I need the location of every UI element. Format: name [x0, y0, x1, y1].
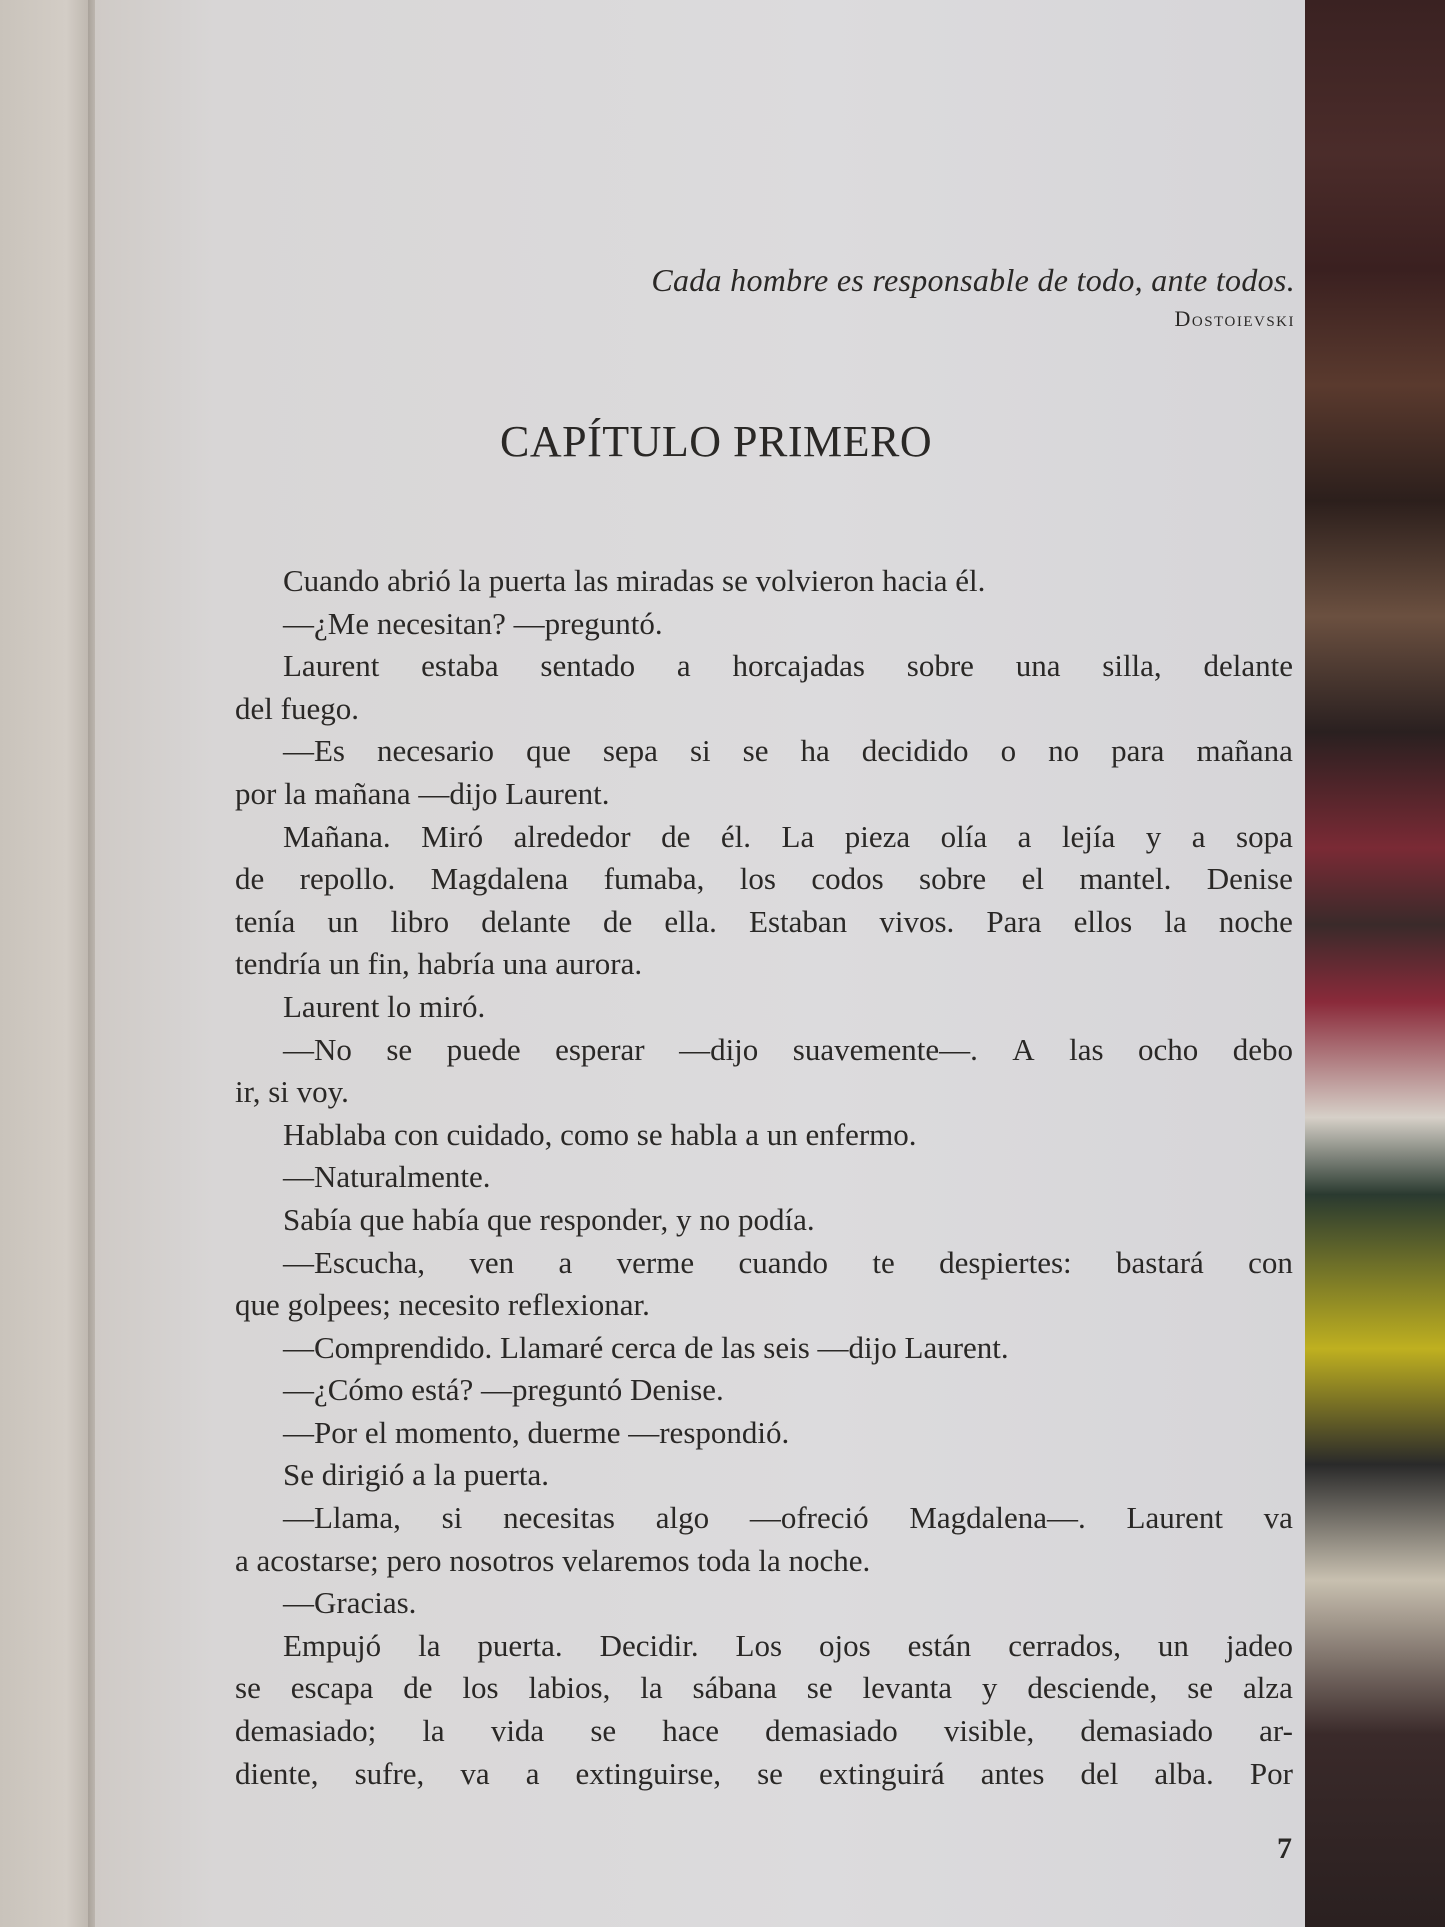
- word: el: [1021, 861, 1044, 897]
- word: alba.: [1154, 1755, 1214, 1791]
- word: se: [386, 1031, 413, 1067]
- word: y: [1145, 818, 1162, 854]
- text-line: [235, 943, 1293, 986]
- text-line: [235, 773, 1293, 816]
- word: puede: [446, 1031, 521, 1067]
- word: la: [640, 1670, 663, 1706]
- word: silla,: [1102, 648, 1162, 684]
- word: de: [235, 861, 265, 897]
- word: demasiado: [1080, 1713, 1213, 1749]
- word: ojos: [818, 1627, 871, 1663]
- text-line: [235, 986, 1293, 1029]
- word: necesario: [377, 733, 495, 769]
- line-text: ir, si voy.: [235, 1074, 349, 1110]
- word: mantel.: [1079, 861, 1172, 897]
- word: los: [739, 861, 776, 897]
- word: se: [757, 1755, 783, 1791]
- word: Miró: [421, 818, 484, 854]
- word: Por: [1249, 1755, 1293, 1791]
- text-line: [235, 1029, 1293, 1072]
- word: desciende,: [1027, 1670, 1158, 1706]
- word: se: [742, 733, 769, 769]
- word: olía: [940, 818, 988, 854]
- text-line: [235, 1625, 1293, 1668]
- word: una: [1015, 648, 1061, 684]
- line-text: Cuando abrió la puerta las miradas se volvieron hacia él.: [283, 563, 986, 598]
- epigraph-quote: Cada hombre es responsable de todo, ante todos.: [651, 262, 1295, 298]
- word: decidido: [861, 733, 969, 769]
- word: la: [422, 1713, 445, 1749]
- word: libro: [390, 903, 450, 939]
- text-line: [235, 858, 1293, 901]
- line-text: Sabía que había que responder, y no podía.: [283, 1201, 815, 1237]
- word: Estaban: [749, 903, 848, 939]
- word: fumaba,: [603, 861, 705, 897]
- word: no: [1048, 733, 1080, 769]
- word: Los: [735, 1627, 783, 1663]
- word: él.: [720, 818, 752, 854]
- text-line: [235, 560, 1293, 603]
- text-line: [235, 1710, 1293, 1753]
- line-text: —Gracias.: [283, 1585, 417, 1621]
- text-line: [235, 1369, 1293, 1412]
- word: lejía: [1061, 818, 1116, 854]
- word: a: [558, 1244, 573, 1280]
- text-line: [235, 1582, 1293, 1625]
- word: La: [781, 818, 815, 854]
- word: Mañana.: [283, 818, 391, 854]
- word: a: [676, 648, 691, 684]
- word: tenía: [235, 903, 296, 939]
- word: sobre: [906, 648, 974, 684]
- word: se: [806, 1670, 833, 1706]
- text-line: [235, 1497, 1293, 1540]
- word: alza: [1242, 1670, 1293, 1706]
- text-line: [235, 1327, 1293, 1370]
- word: ar-: [1259, 1713, 1293, 1749]
- word: hace: [662, 1713, 720, 1749]
- word: noche: [1218, 903, 1293, 939]
- word: vida: [490, 1713, 545, 1749]
- word: y: [981, 1670, 998, 1706]
- text-line: [235, 1454, 1293, 1497]
- word: ocho: [1138, 1031, 1199, 1067]
- text-line: [235, 1114, 1293, 1157]
- word: para: [1111, 733, 1165, 769]
- page-number: 7: [1277, 1832, 1292, 1865]
- text-line: [235, 1412, 1293, 1455]
- line-text: del fuego.: [235, 690, 359, 726]
- text-line: [235, 1540, 1293, 1583]
- word: algo: [655, 1500, 710, 1536]
- word: ellos: [1073, 903, 1133, 939]
- word: si: [441, 1500, 463, 1536]
- word: ha: [800, 733, 830, 769]
- word: puerta.: [477, 1627, 563, 1663]
- word: suavemente—.: [792, 1031, 978, 1067]
- word: sopa: [1236, 818, 1293, 854]
- text-line: [235, 1242, 1293, 1285]
- word: Denise: [1206, 861, 1293, 897]
- word: delante: [481, 903, 571, 939]
- chapter-title: CAPÍTULO PRIMERO: [500, 417, 933, 466]
- word: necesitas: [503, 1500, 615, 1536]
- line-text: —¿Me necesitan? —preguntó.: [283, 605, 663, 641]
- word: del: [1080, 1755, 1119, 1791]
- word: de: [661, 818, 691, 854]
- line-text: por la mañana —dijo Laurent.: [235, 775, 610, 811]
- word: a: [1017, 818, 1032, 854]
- word: escapa: [290, 1670, 374, 1706]
- word: se: [590, 1713, 617, 1749]
- text-line: [235, 1156, 1293, 1199]
- text-line: [235, 645, 1293, 688]
- word: se: [1187, 1670, 1214, 1706]
- word: —ofreció: [749, 1500, 869, 1536]
- word: sufre,: [354, 1755, 425, 1791]
- word: un: [327, 903, 359, 939]
- word: sentado: [540, 648, 636, 684]
- word: labios,: [528, 1670, 611, 1706]
- word: los: [462, 1670, 499, 1706]
- word: va: [1263, 1500, 1293, 1536]
- word: Laurent: [283, 648, 380, 684]
- background-bookshelf: [1305, 0, 1445, 1927]
- word: demasiado;: [235, 1713, 377, 1749]
- word: delante: [1203, 648, 1293, 684]
- word: —dijo: [679, 1031, 759, 1067]
- text-line: [235, 688, 1293, 731]
- word: si: [689, 733, 711, 769]
- word: repollo.: [299, 861, 396, 897]
- word: alrededor: [513, 818, 631, 854]
- word: de: [403, 1670, 433, 1706]
- word: —Es: [283, 733, 345, 769]
- word: a: [1191, 818, 1206, 854]
- line-text: Se dirigió a la puerta.: [283, 1457, 549, 1493]
- word: extinguirse,: [575, 1755, 722, 1791]
- word: ven: [469, 1244, 515, 1280]
- line-text: Hablaba con cuidado, como se habla a un enfermo.: [283, 1116, 917, 1152]
- word: ella.: [664, 903, 717, 939]
- text-line: [235, 1753, 1293, 1796]
- facing-page-edge: [0, 0, 95, 1927]
- word: vivos.: [879, 903, 955, 939]
- word: sepa: [602, 733, 658, 769]
- word: —Escucha,: [283, 1244, 426, 1280]
- epigraph-author: Dostoievski: [1174, 306, 1295, 331]
- line-text: —Naturalmente.: [283, 1159, 491, 1195]
- text-line: [235, 1199, 1293, 1242]
- line-text: tendría un fin, habría una aurora.: [235, 946, 643, 982]
- chapter-body: [235, 560, 1293, 1795]
- line-text: Laurent lo miró.: [283, 988, 486, 1024]
- word: se: [235, 1670, 261, 1706]
- word: un: [1157, 1627, 1189, 1663]
- word: —No: [283, 1031, 352, 1067]
- word: te: [872, 1244, 895, 1280]
- word: visible,: [943, 1713, 1035, 1749]
- text-line: [235, 1284, 1293, 1327]
- word: cerrados,: [1008, 1627, 1121, 1663]
- word: esperar: [555, 1031, 645, 1067]
- text-line: [235, 816, 1293, 859]
- line-text: —Por el momento, duerme —respondió.: [283, 1414, 790, 1450]
- word: la: [418, 1627, 441, 1663]
- word: estaba: [421, 648, 499, 684]
- word: Magdalena—.: [909, 1500, 1086, 1536]
- word: mañana: [1196, 733, 1293, 769]
- word: con: [1248, 1244, 1293, 1280]
- word: extinguirá: [818, 1755, 945, 1791]
- word: Empujó: [283, 1627, 382, 1663]
- word: horcajadas: [732, 648, 865, 684]
- word: levanta: [862, 1670, 953, 1706]
- word: o: [1000, 733, 1017, 769]
- text-line: [235, 1667, 1293, 1710]
- word: las: [1069, 1031, 1104, 1067]
- word: Magdalena: [430, 861, 569, 897]
- word: demasiado: [765, 1713, 898, 1749]
- word: la: [1164, 903, 1187, 939]
- line-text: —¿Cómo está? —preguntó Denise.: [283, 1372, 724, 1408]
- word: va: [460, 1755, 490, 1791]
- word: verme: [616, 1244, 695, 1280]
- word: a: [525, 1755, 540, 1791]
- word: Decidir.: [599, 1627, 699, 1663]
- line-text: que golpees; necesito reflexionar.: [235, 1287, 650, 1323]
- word: sábana: [692, 1670, 777, 1706]
- word: que: [526, 733, 571, 769]
- word: sobre: [919, 861, 987, 897]
- word: diente,: [235, 1755, 319, 1791]
- word: debo: [1232, 1031, 1293, 1067]
- text-line: [235, 901, 1293, 944]
- word: Laurent: [1126, 1500, 1223, 1536]
- word: antes: [980, 1755, 1045, 1791]
- line-text: a acostarse; pero nosotros velaremos toda la noche.: [235, 1542, 871, 1578]
- word: jadeo: [1225, 1627, 1293, 1663]
- word: codos: [811, 861, 884, 897]
- text-line: [235, 603, 1293, 646]
- word: —Llama,: [283, 1500, 401, 1536]
- word: despiertes:: [939, 1244, 1072, 1280]
- text-line: [235, 1071, 1293, 1114]
- book-page: [95, 0, 1305, 1927]
- word: están: [907, 1627, 972, 1663]
- word: A: [1012, 1031, 1035, 1067]
- word: pieza: [844, 818, 911, 854]
- word: bastará: [1116, 1244, 1204, 1280]
- line-text: —Comprendido. Llamaré cerca de las seis —dijo Laurent.: [283, 1329, 1009, 1365]
- word: de: [602, 903, 633, 939]
- text-line: [235, 730, 1293, 773]
- word: Para: [986, 903, 1042, 939]
- word: cuando: [738, 1244, 828, 1280]
